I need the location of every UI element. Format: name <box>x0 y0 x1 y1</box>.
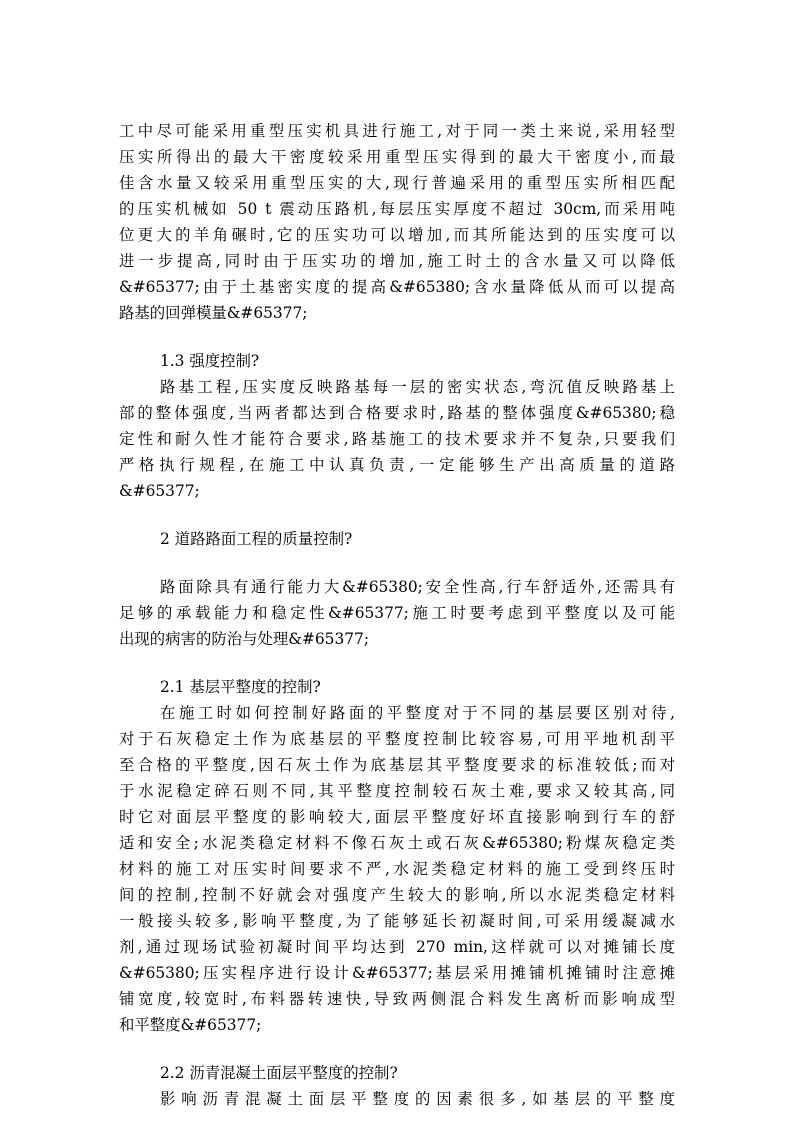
text-line: 间的控制,控制不好就会对强度产生较大的影响,所以水泥类稳定材料 <box>119 886 675 904</box>
text-line: 于水泥稳定碎石则不同,其平整度控制较石灰土难,要求又较其高,同 <box>119 782 675 800</box>
text-line: 剂,通过现场试验初凝时间平均达到 270 min,这样就可以对摊铺长度 <box>119 938 675 956</box>
section-heading-2: 2 道路路面工程的质量控制? <box>160 530 353 548</box>
text-line: 在施工时如何控制好路面的平整度对于不同的基层要区别对待, <box>160 704 675 722</box>
text-line: 路基的回弹模量&#65377; <box>119 304 308 322</box>
text-line: 路基工程,压实度反映路基每一层的密实状态,弯沉值反映路基上 <box>160 378 675 396</box>
section-heading-1-3: 1.3 强度控制? <box>160 352 260 370</box>
text-line: 佳含水量又较采用重型压实的大,现行普遍采用的重型压实所相匹配 <box>119 174 675 192</box>
text-line: 铺宽度,较宽时,布料器转速快,导致两侧混合料发生离析而影响成型 <box>119 990 675 1008</box>
section-heading-2-1: 2.1 基层平整度的控制? <box>160 678 321 696</box>
text-line: &#65377; <box>119 482 200 500</box>
text-line: 时它对面层平整度的影响较大,面层平整度好坏直接影响到行车的舒 <box>119 808 675 826</box>
text-line: 严格执行规程,在施工中认真负责,一定能够生产出高质量的道路 <box>119 456 675 474</box>
text-line: 和平整度&#65377; <box>119 1016 262 1034</box>
text-line: 压实所得出的最大干密度较采用重型压实得到的最大干密度小,而最 <box>119 148 675 166</box>
text-line: 工中尽可能采用重型压实机具进行施工,对于同一类土来说,采用轻型 <box>119 122 675 140</box>
text-line: 对于石灰稳定土作为底基层的平整度控制比较容易,可用平地机刮平 <box>119 730 675 748</box>
text-line: 定性和耐久性才能符合要求,路基施工的技术要求并不复杂,只要我们 <box>119 430 675 448</box>
text-line: 进一步提高,同时由于压实功的增加,施工时土的含水量又可以降低 <box>119 252 675 270</box>
text-line: 材料的施工对压实时间要求不严,水泥类稳定材料的施工受到终压时 <box>119 860 675 878</box>
text-line: 至合格的平整度,因石灰土作为底基层其平整度要求的标准较低;而对 <box>119 756 675 774</box>
text-line: 影响沥青混凝土面层平整度的因素很多,如基层的平整度 <box>160 1090 675 1108</box>
text-line: &#65377;由于土基密实度的提高&#65380;含水量降低从而可以提高 <box>119 278 675 296</box>
text-line: 出现的病害的防治与处理&#65377; <box>119 630 370 648</box>
text-line: 路面除具有通行能力大&#65380;安全性高,行车舒适外,还需具有 <box>160 578 675 596</box>
text-line: &#65380;压实程序进行设计&#65377;基层采用摊铺机摊铺时注意摊 <box>119 964 675 982</box>
text-line: 足够的承载能力和稳定性&#65377;施工时要考虑到平整度以及可能 <box>119 604 675 622</box>
text-line: 部的整体强度,当两者都达到合格要求时,路基的整体强度&#65380;稳 <box>119 404 675 422</box>
text-line: 位更大的羊角碾时,它的压实功可以增加,而其所能达到的压实度可以 <box>119 226 675 244</box>
text-line: 的压实机械如 50 t 震动压路机,每层压实厚度不超过 30cm,而采用吨 <box>119 200 675 218</box>
section-heading-2-2: 2.2 沥青混凝土面层平整度的控制? <box>160 1064 398 1082</box>
text-line: 一般接头较多,影响平整度,为了能够延长初凝时间,可采用缓凝减水 <box>119 912 675 930</box>
text-line: 适和安全;水泥类稳定材料不像石灰土或石灰&#65380;粉煤灰稳定类 <box>119 834 675 852</box>
